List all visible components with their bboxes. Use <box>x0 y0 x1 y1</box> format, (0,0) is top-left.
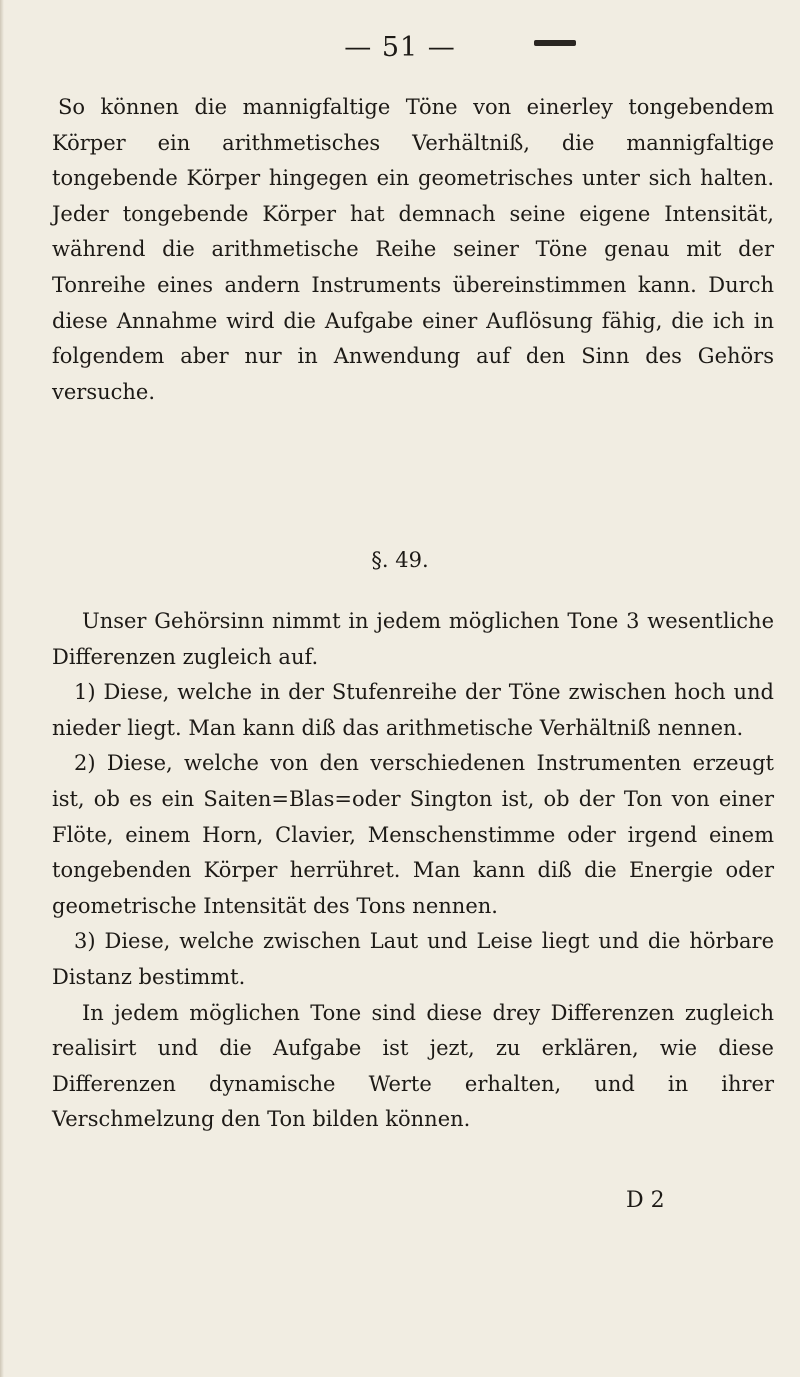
page-gutter-shadow <box>0 0 4 1377</box>
printer-signature-mark: D 2 <box>626 1188 665 1213</box>
header-ink-mark <box>534 40 576 46</box>
page-number: — 51 — <box>344 32 456 63</box>
section-heading: §. 49. <box>371 548 429 572</box>
paragraph: So können die mannigfaltige Töne von einerley tongebendem Körper ein arithmetisches Verhältniß, die mannigfaltige tongebende Körper hingegen ein geometrisches unter sich halten. Jeder tongebende Körper hat demnach seine eigene Intensität, während die arithmetische Reihe seiner Töne genau mit der Tonreihe eines andern Instruments übereinstimmen kann. Durch diese Annahme wird die Aufgabe einer Auflösung fähig, die ich in folgendem aber nur in Anwendung auf den Sinn des Gehörs versuche. <box>52 95 774 404</box>
opening-paragraph-block <box>52 90 774 410</box>
list-item: 3) Diese, welche zwischen Laut und Leise liegt und die hörbare Distanz bestimmt. <box>52 929 774 989</box>
paragraph: Unser Gehörsinn nimmt in jedem möglichen Tone 3 wesentliche Differenzen zugleich auf. <box>52 609 774 669</box>
list-item: 1) Diese, welche in der Stufenreihe der Töne zwischen hoch und nieder liegt. Man kann diß das arithmetische Verhältniß nennen. <box>52 680 774 740</box>
list-item: 2) Diese, welche von den verschiedenen Instrumenten erzeugt ist, ob es ein Saiten=Blas=oder Sington ist, ob der Ton von einer Flöte, einem Horn, Clavier, Menschenstimme oder irgend einem tongebenden Körper herrühret. Man kann diß die Energie oder geometrische Intensität des Tons nennen. <box>52 751 774 918</box>
section-body <box>52 604 774 1138</box>
paragraph: In jedem möglichen Tone sind diese drey Differenzen zugleich realisirt und die Aufgabe ist jezt, zu erklären, wie diese Differenzen dynamische Werte erhalten, und in ihrer Verschmelzung den Ton bilden können. <box>52 1000 774 1132</box>
